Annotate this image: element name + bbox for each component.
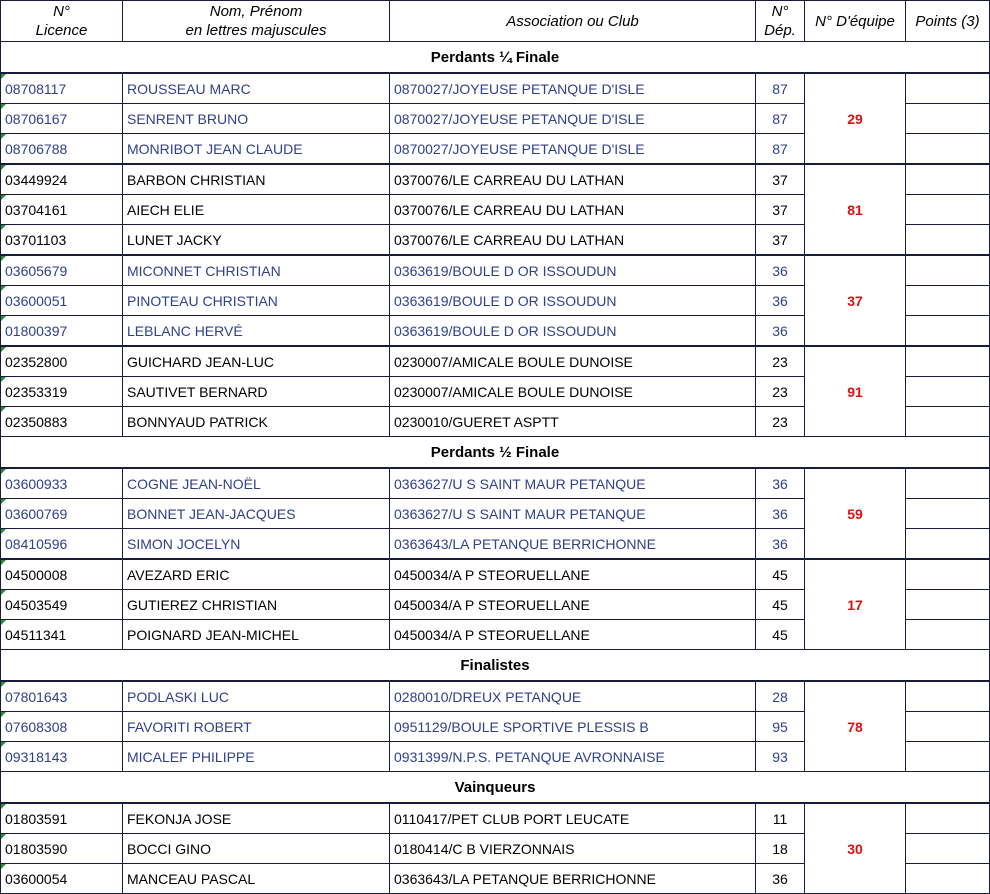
player-name-cell: FEKONJA JOSE xyxy=(123,803,390,834)
licence-cell: 03600933 xyxy=(1,468,123,499)
player-name-cell: BARBON CHRISTIAN xyxy=(123,164,390,195)
player-row xyxy=(1,468,990,499)
department-cell: 45 xyxy=(756,620,805,650)
department-cell: 36 xyxy=(756,468,805,499)
player-name-cell: MANCEAU PASCAL xyxy=(123,864,390,894)
licence-cell: 02352800 xyxy=(1,346,123,377)
licence-cell: 08410596 xyxy=(1,529,123,560)
department-cell: 37 xyxy=(756,195,805,225)
licence-cell: 02350883 xyxy=(1,407,123,437)
club-cell: 0363619/BOULE D OR ISSOUDUN xyxy=(390,255,756,286)
header-club: Association ou Club xyxy=(390,1,756,42)
licence-cell: 04500008 xyxy=(1,559,123,590)
department-cell: 87 xyxy=(756,104,805,134)
points-cell[interactable] xyxy=(906,590,990,620)
points-cell[interactable] xyxy=(906,529,990,560)
player-name-cell: SIMON JOCELYN xyxy=(123,529,390,560)
club-cell: 0230007/AMICALE BOULE DUNOISE xyxy=(390,346,756,377)
team-number-cell: 91 xyxy=(805,346,906,437)
department-cell: 28 xyxy=(756,681,805,712)
header-licence: N° Licence xyxy=(1,1,123,42)
team-number-cell: 29 xyxy=(805,73,906,164)
licence-cell: 04511341 xyxy=(1,620,123,650)
team-number-cell: 30 xyxy=(805,803,906,894)
section-header-row xyxy=(1,437,990,469)
player-name-cell: COGNE JEAN-NOËL xyxy=(123,468,390,499)
player-name-cell: LEBLANC HERVÉ xyxy=(123,316,390,347)
department-cell: 36 xyxy=(756,286,805,316)
club-cell: 0931399/N.P.S. PETANQUE AVRONNAISE xyxy=(390,742,756,772)
header-name: Nom, Prénom en lettres majuscules xyxy=(123,1,390,42)
header-points: Points (3) xyxy=(906,1,990,42)
licence-cell: 01803591 xyxy=(1,803,123,834)
licence-cell: 07608308 xyxy=(1,712,123,742)
club-cell: 0363619/BOULE D OR ISSOUDUN xyxy=(390,286,756,316)
licence-cell: 03449924 xyxy=(1,164,123,195)
points-cell[interactable] xyxy=(906,316,990,347)
department-cell: 36 xyxy=(756,255,805,286)
points-cell[interactable] xyxy=(906,164,990,195)
section-title: Finalistes xyxy=(1,650,990,682)
department-cell: 36 xyxy=(756,529,805,560)
club-cell: 0870027/JOYEUSE PETANQUE D'ISLE xyxy=(390,104,756,134)
player-row xyxy=(1,255,990,286)
club-cell: 0363627/U S SAINT MAUR PETANQUE xyxy=(390,499,756,529)
player-name-cell: GUICHARD JEAN-LUC xyxy=(123,346,390,377)
department-cell: 36 xyxy=(756,316,805,347)
player-name-cell: ROUSSEAU MARC xyxy=(123,73,390,104)
licence-cell: 01800397 xyxy=(1,316,123,347)
player-name-cell: BOCCI GINO xyxy=(123,834,390,864)
club-cell: 0230010/GUERET ASPTT xyxy=(390,407,756,437)
header-team: N° D'équipe xyxy=(805,1,906,42)
player-name-cell: AIECH ELIE xyxy=(123,195,390,225)
club-cell: 0110417/PET CLUB PORT LEUCATE xyxy=(390,803,756,834)
points-cell[interactable] xyxy=(906,104,990,134)
licence-cell: 03600051 xyxy=(1,286,123,316)
licence-cell: 03600769 xyxy=(1,499,123,529)
licence-cell: 08706788 xyxy=(1,134,123,165)
points-cell[interactable] xyxy=(906,559,990,590)
department-cell: 93 xyxy=(756,742,805,772)
licence-cell: 07801643 xyxy=(1,681,123,712)
player-row xyxy=(1,73,990,104)
points-cell[interactable] xyxy=(906,864,990,894)
department-cell: 45 xyxy=(756,590,805,620)
section-title: Vainqueurs xyxy=(1,772,990,804)
department-cell: 45 xyxy=(756,559,805,590)
club-cell: 0180414/C B VIERZONNAIS xyxy=(390,834,756,864)
player-name-cell: BONNYAUD PATRICK xyxy=(123,407,390,437)
points-cell[interactable] xyxy=(906,681,990,712)
section-header-row xyxy=(1,772,990,804)
licence-cell: 02353319 xyxy=(1,377,123,407)
player-name-cell: MONRIBOT JEAN CLAUDE xyxy=(123,134,390,165)
department-cell: 18 xyxy=(756,834,805,864)
club-cell: 0370076/LE CARREAU DU LATHAN xyxy=(390,195,756,225)
department-cell: 23 xyxy=(756,346,805,377)
player-name-cell: PODLASKI LUC xyxy=(123,681,390,712)
points-cell[interactable] xyxy=(906,286,990,316)
player-name-cell: GUTIEREZ CHRISTIAN xyxy=(123,590,390,620)
section-title: Perdants ½ Finale xyxy=(1,437,990,469)
points-cell[interactable] xyxy=(906,712,990,742)
club-cell: 0870027/JOYEUSE PETANQUE D'ISLE xyxy=(390,73,756,104)
points-cell[interactable] xyxy=(906,195,990,225)
department-cell: 11 xyxy=(756,803,805,834)
club-cell: 0363643/LA PETANQUE BERRICHONNE xyxy=(390,529,756,560)
club-cell: 0450034/A P STEORUELLANE xyxy=(390,620,756,650)
team-number-cell: 78 xyxy=(805,681,906,772)
player-name-cell: AVEZARD ERIC xyxy=(123,559,390,590)
header-row xyxy=(1,1,990,42)
points-cell[interactable] xyxy=(906,834,990,864)
points-cell[interactable] xyxy=(906,803,990,834)
team-number-cell: 17 xyxy=(805,559,906,650)
points-cell[interactable] xyxy=(906,742,990,772)
points-cell[interactable] xyxy=(906,134,990,165)
department-cell: 36 xyxy=(756,499,805,529)
club-cell: 0280010/DREUX PETANQUE xyxy=(390,681,756,712)
club-cell: 0951129/BOULE SPORTIVE PLESSIS B xyxy=(390,712,756,742)
department-cell: 95 xyxy=(756,712,805,742)
section-title: Perdants ¼ Finale xyxy=(1,42,990,74)
licence-cell: 03701103 xyxy=(1,225,123,256)
department-cell: 87 xyxy=(756,73,805,104)
team-number-cell: 81 xyxy=(805,164,906,255)
player-row xyxy=(1,681,990,712)
licence-cell: 01803590 xyxy=(1,834,123,864)
player-row xyxy=(1,346,990,377)
player-row xyxy=(1,559,990,590)
licence-cell: 03704161 xyxy=(1,195,123,225)
team-number-cell: 59 xyxy=(805,468,906,559)
section-header-row xyxy=(1,42,990,74)
player-name-cell: FAVORITI ROBERT xyxy=(123,712,390,742)
section-header-row xyxy=(1,650,990,682)
licence-cell: 04503549 xyxy=(1,590,123,620)
points-cell[interactable] xyxy=(906,73,990,104)
licence-cell: 08708117 xyxy=(1,73,123,104)
player-name-cell: SAUTIVET BERNARD xyxy=(123,377,390,407)
department-cell: 37 xyxy=(756,164,805,195)
club-cell: 0370076/LE CARREAU DU LATHAN xyxy=(390,164,756,195)
points-cell[interactable] xyxy=(906,346,990,377)
points-cell[interactable] xyxy=(906,407,990,437)
points-cell[interactable] xyxy=(906,499,990,529)
points-cell[interactable] xyxy=(906,255,990,286)
club-cell: 0870027/JOYEUSE PETANQUE D'ISLE xyxy=(390,134,756,165)
department-cell: 87 xyxy=(756,134,805,165)
player-name-cell: LUNET JACKY xyxy=(123,225,390,256)
club-cell: 0450034/A P STEORUELLANE xyxy=(390,590,756,620)
results-body xyxy=(1,42,990,894)
player-row xyxy=(1,164,990,195)
club-cell: 0450034/A P STEORUELLANE xyxy=(390,559,756,590)
licence-cell: 09318143 xyxy=(1,742,123,772)
team-number-cell: 37 xyxy=(805,255,906,346)
player-name-cell: POIGNARD JEAN-MICHEL xyxy=(123,620,390,650)
licence-cell: 08706167 xyxy=(1,104,123,134)
club-cell: 0363619/BOULE D OR ISSOUDUN xyxy=(390,316,756,347)
department-cell: 37 xyxy=(756,225,805,256)
department-cell: 23 xyxy=(756,377,805,407)
player-name-cell: PINOTEAU CHRISTIAN xyxy=(123,286,390,316)
department-cell: 36 xyxy=(756,864,805,894)
club-cell: 0363627/U S SAINT MAUR PETANQUE xyxy=(390,468,756,499)
points-cell[interactable] xyxy=(906,468,990,499)
player-row xyxy=(1,803,990,834)
department-cell: 23 xyxy=(756,407,805,437)
player-name-cell: BONNET JEAN-JACQUES xyxy=(123,499,390,529)
header-dep: N° Dép. xyxy=(756,1,805,42)
licence-cell: 03605679 xyxy=(1,255,123,286)
club-cell: 0363643/LA PETANQUE BERRICHONNE xyxy=(390,864,756,894)
club-cell: 0230007/AMICALE BOULE DUNOISE xyxy=(390,377,756,407)
player-name-cell: SENRENT BRUNO xyxy=(123,104,390,134)
points-cell[interactable] xyxy=(906,620,990,650)
club-cell: 0370076/LE CARREAU DU LATHAN xyxy=(390,225,756,256)
points-cell[interactable] xyxy=(906,225,990,256)
points-cell[interactable] xyxy=(906,377,990,407)
player-name-cell: MICALEF PHILIPPE xyxy=(123,742,390,772)
player-name-cell: MICONNET CHRISTIAN xyxy=(123,255,390,286)
licence-cell: 03600054 xyxy=(1,864,123,894)
